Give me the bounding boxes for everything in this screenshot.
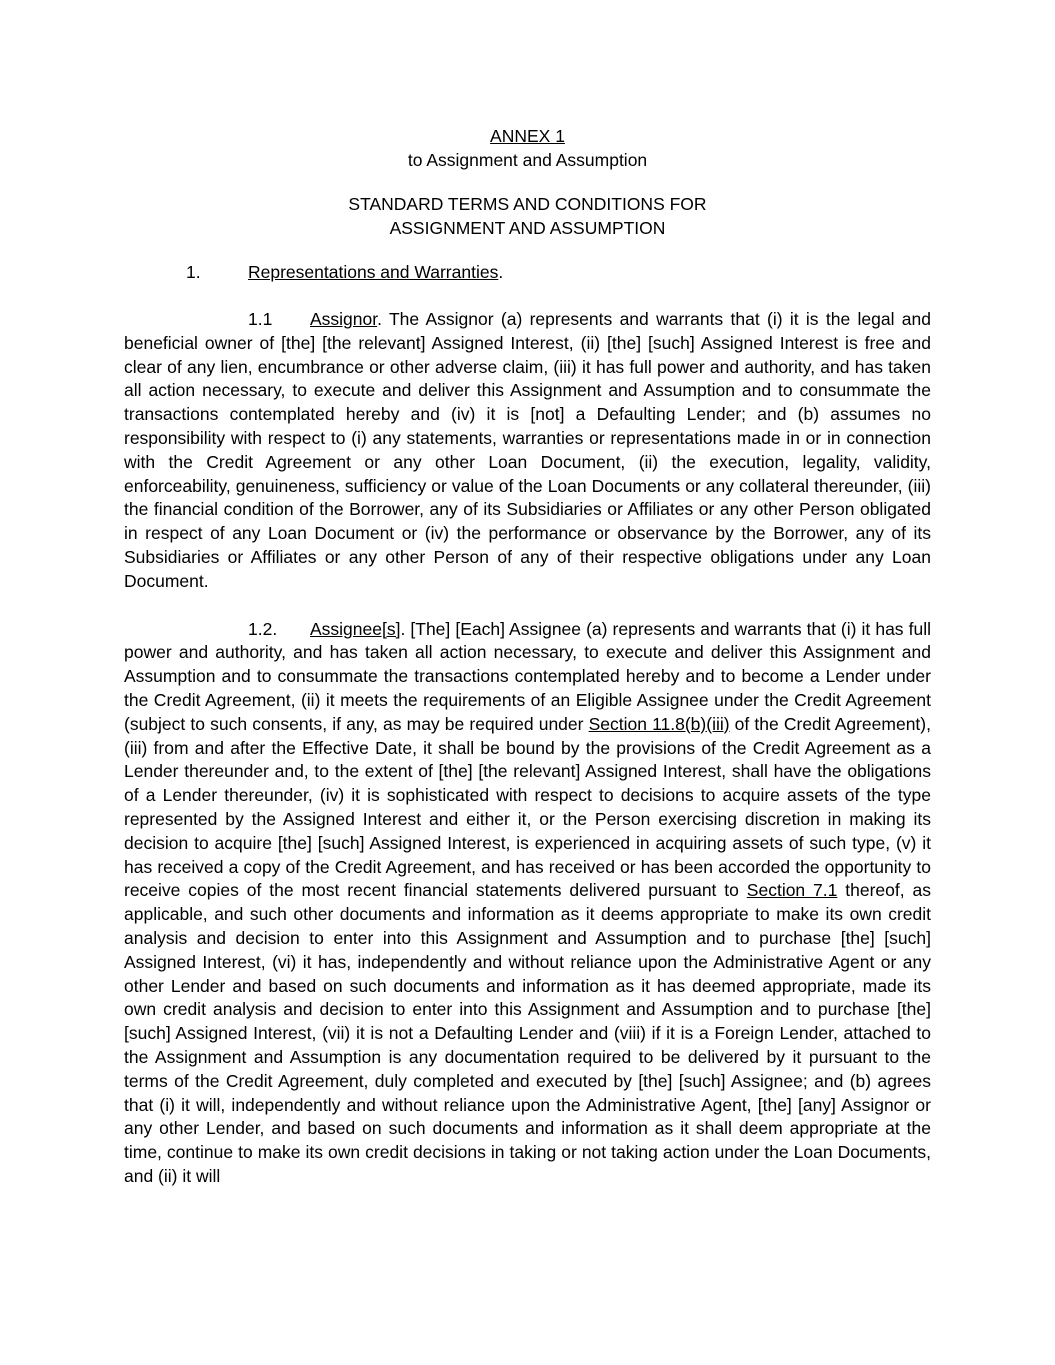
section-1-2-text-b: of the Credit Agreement), (iii) from and after the Effective Date, it shall be bound by the provisions of the Credit Agreement as a Lender thereunder and, to the extent of [the] [the relevant] Assigned Interest, shall have the obligations of a Lender thereunder, (iv) it is sophisticated with respect to decisions to acquire assets of the type represented by the Assigned Interest and either it, or the Person exercising discretion in making its decision to acquire [the] [such] Assigned Interest, is experienced in acquiring assets of such type, (v) it has received a copy of the Credit Agreement, and has received or has been accorded the opportunity to receive copies of the most recent financial statements delivered pursuant to — [124, 713, 931, 901]
section-1-heading — [124, 260, 931, 284]
annex-header — [124, 124, 931, 172]
section-1-2-paragraph — [124, 618, 931, 1189]
section-1-number: 1. — [186, 262, 201, 282]
section-1-1-text: . The Assignor (a) represents and warrants that (i) it is the legal and beneficial owner of [the] [the relevant] Assigned Interest, (ii) [the] [such] Assigned Interest is free and clear of any lien, encumbrance or other adverse claim, (iii) it has full power and authority, and has taken all action necessary, to execute and deliver this Assignment and Assumption and to consummate the transactions contemplated hereby and (iv) it is [not] a Defaulting Lender; and (b) assumes no responsibility with respect to (i) any statements, warranties or representations made in or in connection with the Credit Agreement or any other Loan Document, (ii) the execution, legality, validity, enforceability, genuineness, sufficiency or value of the Loan Documents or any collateral thereunder, (iii) the financial condition of the Borrower, any of its Subsidiaries or Affiliates or any other Person obligated in respect of any Loan Document or (iv) the performance or observance by the Borrower, any of its Subsidiaries or Affiliates or any other Person of any of their respective obligations under any Loan Document. — [124, 309, 931, 591]
section-1-1-heading: Assignor — [310, 309, 378, 329]
section-1-2-number: 1.2. — [248, 618, 278, 639]
section-1-2-text-a: . [The] [Each] Assignee (a) represents and warrants that (i) it has full power and authority, and has taken all action necessary, to execute and deliver this Assignment and Assumption and to consummate the transactions contemplated hereby and to become a Lender under the Credit Agreement, (ii) it meets the requirements of an Eligible Assignee under the Credit Agreement (subject to such consents, if any, as may be required under — [124, 618, 931, 734]
section-reference-7-1: Section 7.1 — [746, 880, 838, 901]
annex-title: ANNEX 1 — [490, 126, 565, 146]
standard-terms-line-1: STANDARD TERMS AND CONDITIONS FOR — [348, 194, 707, 214]
section-1-title: Representations and Warranties — [248, 262, 499, 282]
standard-terms-line-2: ASSIGNMENT AND ASSUMPTION — [389, 218, 666, 238]
section-1-2-text-c: thereof, as applicable, and such other documents and information as it deems appropriate to make its own credit analysis and decision to enter into this Assignment and Assumption and to purchase [the] [such] Assigned Interest, (vi) it has, independently and without reliance upon the Administrative Agent or any other Lender and based on such documents and information as it has deemed appropriate, made its own credit analysis and decision to enter into this Assignment and Assumption and to purchase [the] [such] Assigned Interest, (vii) it is not a Defaulting Lender and (viii) if it is a Foreign Lender, attached to the Assignment and Assumption is any documentation required to be delivered by it pursuant to the terms of the Credit Agreement, duly completed and executed by [the] [such] Assignee; and (b) agrees that (i) it will, independently and without reliance upon the Administrative Agent, [the] [any] Assignor or any other Lender, and based on such documents and information as it shall deem appropriate at the time, continue to make its own credit decisions in taking or not taking action under the Loan Documents, and (ii) it will — [124, 880, 931, 1186]
annex-subtitle: to Assignment and Assumption — [407, 150, 648, 170]
standard-terms-title — [124, 192, 931, 240]
section-1-2-heading: Assignee[s] — [310, 618, 401, 639]
section-1-1-number: 1.1 — [248, 309, 273, 329]
section-1-title-suffix: . — [498, 262, 504, 282]
section-reference-11-8: Section 11.8(b)(iii) — [588, 713, 730, 734]
section-1-1-paragraph — [124, 308, 931, 594]
document-page — [124, 0, 931, 1189]
